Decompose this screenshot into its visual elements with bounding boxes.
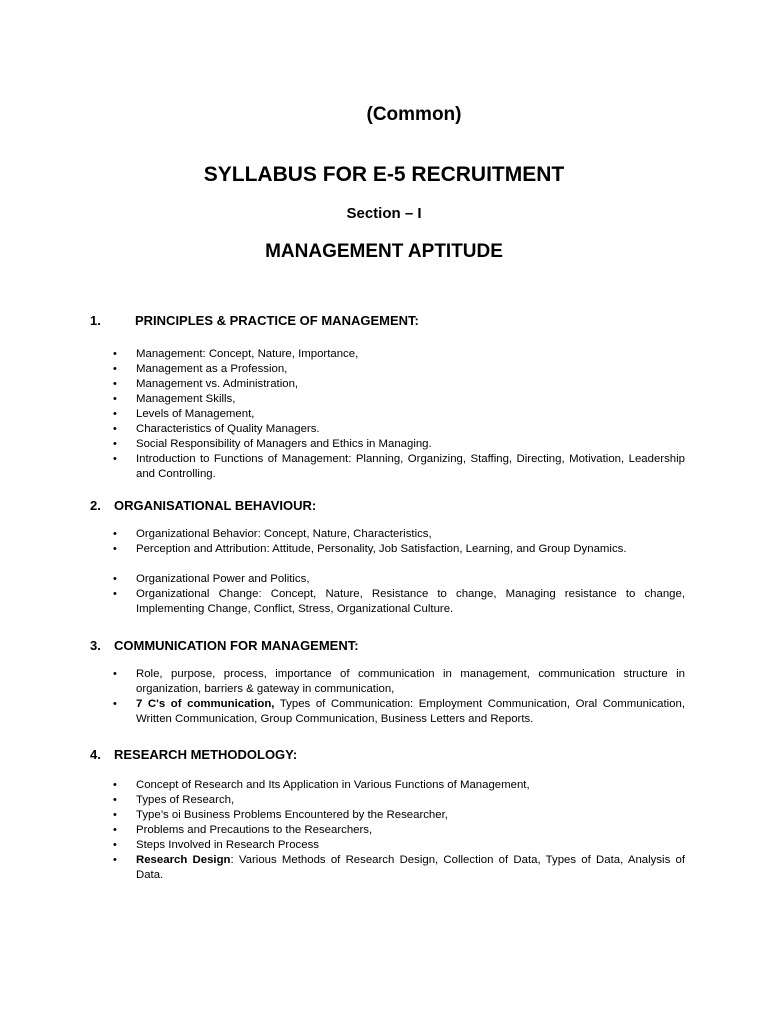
list-item (90, 587, 685, 617)
list-item (90, 542, 685, 557)
section-heading (90, 497, 685, 515)
bullet-icon: • (113, 453, 117, 465)
topic-list (90, 778, 685, 883)
topic-list (90, 572, 685, 617)
list-item-text: Perception and Attribution: Attitude, Personality, Job Satisfaction, Learning, and Group Dynamics. (136, 543, 627, 555)
list-item-text: Concept of Research and Its Application in Various Functions of Management, (136, 779, 530, 791)
bullet-icon: • (113, 809, 117, 821)
section-title: ORGANISATIONAL BEHAVIOUR: (114, 498, 317, 513)
bullet-icon: • (113, 779, 117, 791)
list-item (90, 422, 685, 437)
list-item (90, 377, 685, 392)
list-item-bold-text: 7 C's of communication, (136, 698, 275, 710)
list-item (90, 407, 685, 422)
list-item (90, 572, 685, 587)
list-item (90, 392, 685, 407)
list-item (90, 362, 685, 377)
bullet-icon: • (113, 363, 117, 375)
list-item-text: Organizational Power and Politics, (136, 573, 310, 585)
list-item (90, 437, 685, 452)
bullet-icon: • (113, 543, 117, 555)
list-item-bold-text: Research Design (136, 854, 231, 866)
list-item-text: Problems and Precautions to the Researchers, (136, 824, 373, 836)
list-item-text: Types of Communication: Employment Communication, Oral Communication, Written Communication, Group Communication, Business Letters and Reports. (136, 698, 685, 725)
section-title: RESEARCH METHODOLOGY: (114, 747, 298, 762)
section-heading (90, 312, 685, 330)
list-item-text: Levels of Management, (136, 408, 255, 420)
bullet-icon: • (113, 854, 117, 866)
bullet-icon: • (113, 794, 117, 806)
section-title: PRINCIPLES & PRACTICE OF MANAGEMENT: (135, 313, 419, 328)
list-item-text: Management as a Profession, (136, 363, 288, 375)
section-heading (90, 746, 685, 764)
list-item (90, 838, 685, 853)
bullet-icon: • (113, 698, 117, 710)
bullet-icon: • (113, 378, 117, 390)
bullet-icon: • (113, 408, 117, 420)
list-item (90, 452, 685, 482)
section-label: Section – I (346, 205, 422, 222)
list-item-text: Social Responsibility of Managers and Ethics in Managing. (136, 438, 432, 450)
section-principles-management (90, 312, 685, 482)
list-item (90, 793, 685, 808)
list-item-text: Organizational Behavior: Concept, Nature, Characteristics, (136, 528, 432, 540)
list-item-text: Steps Involved in Research Process (136, 839, 319, 851)
common-label: (Common) (366, 104, 462, 125)
section-title: COMMUNICATION FOR MANAGEMENT: (114, 638, 359, 653)
bullet-icon: • (113, 393, 117, 405)
bullet-icon: • (113, 668, 117, 680)
bullet-icon: • (113, 438, 117, 450)
topic-list (90, 667, 685, 727)
list-item-text: Management: Concept, Nature, Importance, (136, 348, 359, 360)
subject-title: MANAGEMENT APTITUDE (265, 241, 503, 262)
section-number: 1. (90, 313, 101, 328)
list-item-text: Organizational Change: Concept, Nature, Resistance to change, Managing resistance to change, Implementing Change, Conflict, Stress, Organizational Culture. (136, 588, 685, 615)
list-item (90, 823, 685, 838)
list-item (90, 667, 685, 697)
bullet-icon: • (113, 824, 117, 836)
bullet-icon: • (113, 423, 117, 435)
list-item (90, 527, 685, 542)
list-item-text: Characteristics of Quality Managers. (136, 423, 320, 435)
list-item (90, 853, 685, 883)
list-item-text: Management vs. Administration, (136, 378, 299, 390)
bullet-icon: • (113, 839, 117, 851)
list-item (90, 778, 685, 793)
list-item (90, 697, 685, 727)
bullet-icon: • (113, 573, 117, 585)
list-item-text: Introduction to Functions of Management: Planning, Organizing, Staffing, Directing, Motivation, Leadership and Controlling. (136, 453, 685, 480)
spacer (90, 557, 685, 572)
list-item (90, 808, 685, 823)
section-research-methodology (90, 746, 685, 883)
list-item-text: Management Skills, (136, 393, 236, 405)
section-organisational-behaviour (90, 497, 685, 617)
section-heading (90, 637, 685, 655)
bullet-icon: • (113, 348, 117, 360)
list-item (90, 347, 685, 362)
page-title: SYLLABUS FOR E-5 RECRUITMENT (203, 163, 565, 186)
bullet-icon: • (113, 528, 117, 540)
list-item-text: Role, purpose, process, importance of communication in management, communication structure in organization, barriers & gateway in communication, (136, 668, 685, 695)
section-communication (90, 637, 685, 727)
list-item-text: Types of Research, (136, 794, 235, 806)
list-item-text: Type’s oi Business Problems Encountered by the Researcher, (136, 809, 448, 821)
list-item-text: : Various Methods of Research Design, Collection of Data, Types of Data, Analysis of Data. (136, 854, 686, 881)
topic-list (90, 347, 685, 482)
section-number: 4. (90, 747, 101, 762)
bullet-icon: • (113, 588, 117, 600)
section-number: 3. (90, 638, 101, 653)
topic-list (90, 527, 685, 557)
section-number: 2. (90, 498, 101, 513)
